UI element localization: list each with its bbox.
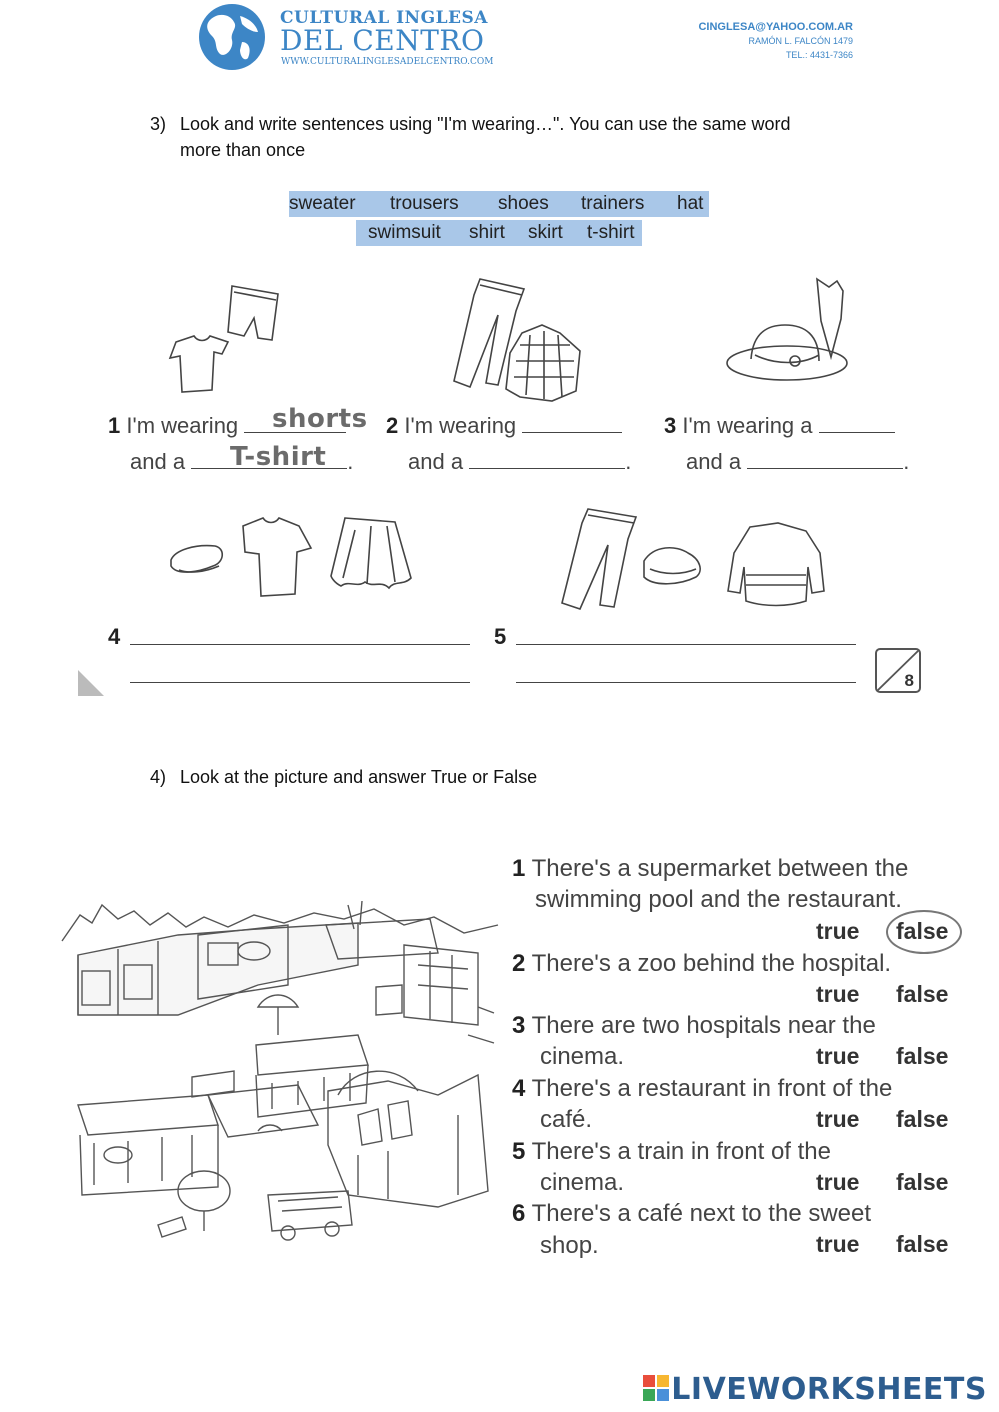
score-value: 8	[904, 671, 914, 690]
answer-circle-mark	[886, 910, 962, 954]
statement5-text: There's a train in front of the	[531, 1138, 831, 1165]
item5-number: 5	[494, 624, 507, 649]
word-bank-word: hat	[677, 193, 704, 214]
item1-line2: and a .	[130, 449, 354, 474]
exercise4-instruction-text: Look at the picture and answer True or False	[180, 767, 538, 787]
item5-line2[interactable]	[516, 682, 856, 683]
item3-line1	[664, 412, 895, 440]
shorts-tshirt-picture	[160, 280, 290, 405]
item2-blank1[interactable]	[522, 413, 622, 433]
exercise3-instruction-line2: more than once	[180, 140, 306, 160]
statement4-line2: café.	[540, 1106, 593, 1133]
exercise3-instruction-line1: Look and write sentences using "I'm wearing…". You can use the same word	[180, 114, 791, 134]
item3-prompt2: and a	[686, 449, 742, 474]
statement5-number: 5	[512, 1138, 526, 1165]
liveworksheets-brand[interactable]	[643, 1372, 987, 1407]
item2-line2: and a .	[408, 449, 632, 474]
word-bank-word: shirt	[469, 222, 505, 243]
statement4-true-option[interactable]: true	[816, 1106, 860, 1132]
word-bank-word: trainers	[581, 193, 645, 214]
statement2-true-option[interactable]: true	[816, 981, 860, 1007]
statement3-number: 3	[512, 1012, 526, 1039]
statement1-true-option[interactable]: true	[816, 918, 860, 944]
statement5-true-option[interactable]: true	[816, 1169, 860, 1195]
statement1-line1	[512, 853, 908, 884]
item3-blank2[interactable]	[747, 449, 903, 469]
logo-title-line2: DEL CENTRO	[280, 24, 485, 57]
statement2-number: 2	[512, 950, 526, 977]
word-bank-word: trousers	[390, 193, 459, 214]
contact-block	[698, 20, 853, 62]
page-corner-icon	[78, 670, 104, 696]
item4-number: 4	[108, 624, 121, 649]
liveworksheets-logo-icon	[643, 1375, 669, 1401]
word-bank-word: t-shirt	[587, 222, 635, 243]
statement1-false-option[interactable]: false	[896, 918, 949, 944]
shoes-tshirt-skirt-picture	[165, 510, 420, 605]
statement6-line1	[512, 1198, 871, 1229]
statement3-text: There are two hospitals near the	[531, 1012, 876, 1039]
word-bank-word: sweater	[289, 193, 356, 214]
statement4-line1	[512, 1073, 892, 1104]
contact-email[interactable]: CINGLESA@YAHOO.COM.AR	[698, 21, 853, 33]
statement4-false-option[interactable]: false	[896, 1106, 949, 1132]
statement2-line1	[512, 948, 891, 979]
item4-line2[interactable]	[130, 682, 470, 683]
item2-prompt: I'm wearing	[404, 413, 517, 438]
statement6-false-option[interactable]: false	[896, 1231, 949, 1257]
statement3-false-option[interactable]: false	[896, 1043, 949, 1069]
statement3-true-option[interactable]: true	[816, 1043, 860, 1069]
statement3-line2: cinema.	[540, 1043, 625, 1070]
trousers-trainers-sweater-picture	[550, 505, 840, 615]
trousers-shirt-picture	[440, 275, 590, 405]
statement6-true-option[interactable]: true	[816, 1231, 860, 1257]
word-bank-word: skirt	[528, 222, 563, 243]
item3-blank1[interactable]	[819, 413, 895, 433]
item3-line2: and a .	[686, 449, 910, 474]
item1-number: 1	[108, 413, 121, 438]
item1-prompt: I'm wearing	[126, 413, 239, 438]
item2-prompt2: and a	[408, 449, 464, 474]
exercise3-number: 3)	[150, 114, 167, 134]
word-bank-row1	[289, 191, 709, 217]
statement2-false-option[interactable]: false	[896, 981, 949, 1007]
score-box	[875, 648, 921, 693]
item5-line1[interactable]	[516, 644, 856, 645]
statement6-line2: shop.	[540, 1232, 599, 1259]
statement1-text: There's a supermarket between the	[531, 855, 909, 882]
item2-blank2[interactable]	[469, 449, 625, 469]
item2-number: 2	[386, 413, 399, 438]
item3-prompt: I'm wearing a	[682, 413, 813, 438]
item1-prompt2: and a	[130, 449, 186, 474]
item1-answer1: shorts	[272, 404, 368, 434]
contact-phone: TEL.: 4431-7366	[785, 50, 853, 60]
exercise4-number: 4)	[150, 767, 167, 787]
logo-url: WWW.CULTURALINGLESADELCENTRO.COM	[281, 57, 494, 67]
statement5-line1	[512, 1136, 831, 1167]
item1-answer2: T-shirt	[230, 442, 327, 472]
word-bank-word: shoes	[498, 193, 549, 214]
globe-logo-icon	[196, 2, 268, 72]
statement1-line2: swimming pool and the restaurant.	[535, 886, 902, 913]
exercise4-instruction	[150, 764, 537, 790]
statement5-line2: cinema.	[540, 1169, 625, 1196]
statement3-line1	[512, 1010, 876, 1041]
statement4-text: There's a restaurant in front of the	[531, 1075, 893, 1102]
item4-line1[interactable]	[130, 644, 470, 645]
exercise3-instruction	[150, 111, 880, 163]
statement5-false-option[interactable]: false	[896, 1169, 949, 1195]
word-bank-row2	[356, 220, 642, 246]
statement2-text: There's a zoo behind the hospital.	[531, 950, 892, 977]
statement6-number: 6	[512, 1200, 526, 1227]
word-bank-word: swimsuit	[368, 222, 441, 243]
town-scene-picture	[58, 895, 503, 1255]
hat-swimsuit-picture	[725, 275, 875, 390]
statement1-number: 1	[512, 855, 526, 882]
logo-title-line1: CULTURAL INGLESA	[280, 8, 488, 28]
statement4-number: 4	[512, 1075, 526, 1102]
statement6-text: There's a café next to the sweet	[531, 1200, 872, 1227]
item3-number: 3	[664, 413, 677, 438]
liveworksheets-text: LIVEWORKSHEETS	[671, 1372, 987, 1407]
item2-line1	[386, 412, 622, 440]
contact-address: RAMÓN L. FALCÓN 1479	[748, 36, 853, 46]
